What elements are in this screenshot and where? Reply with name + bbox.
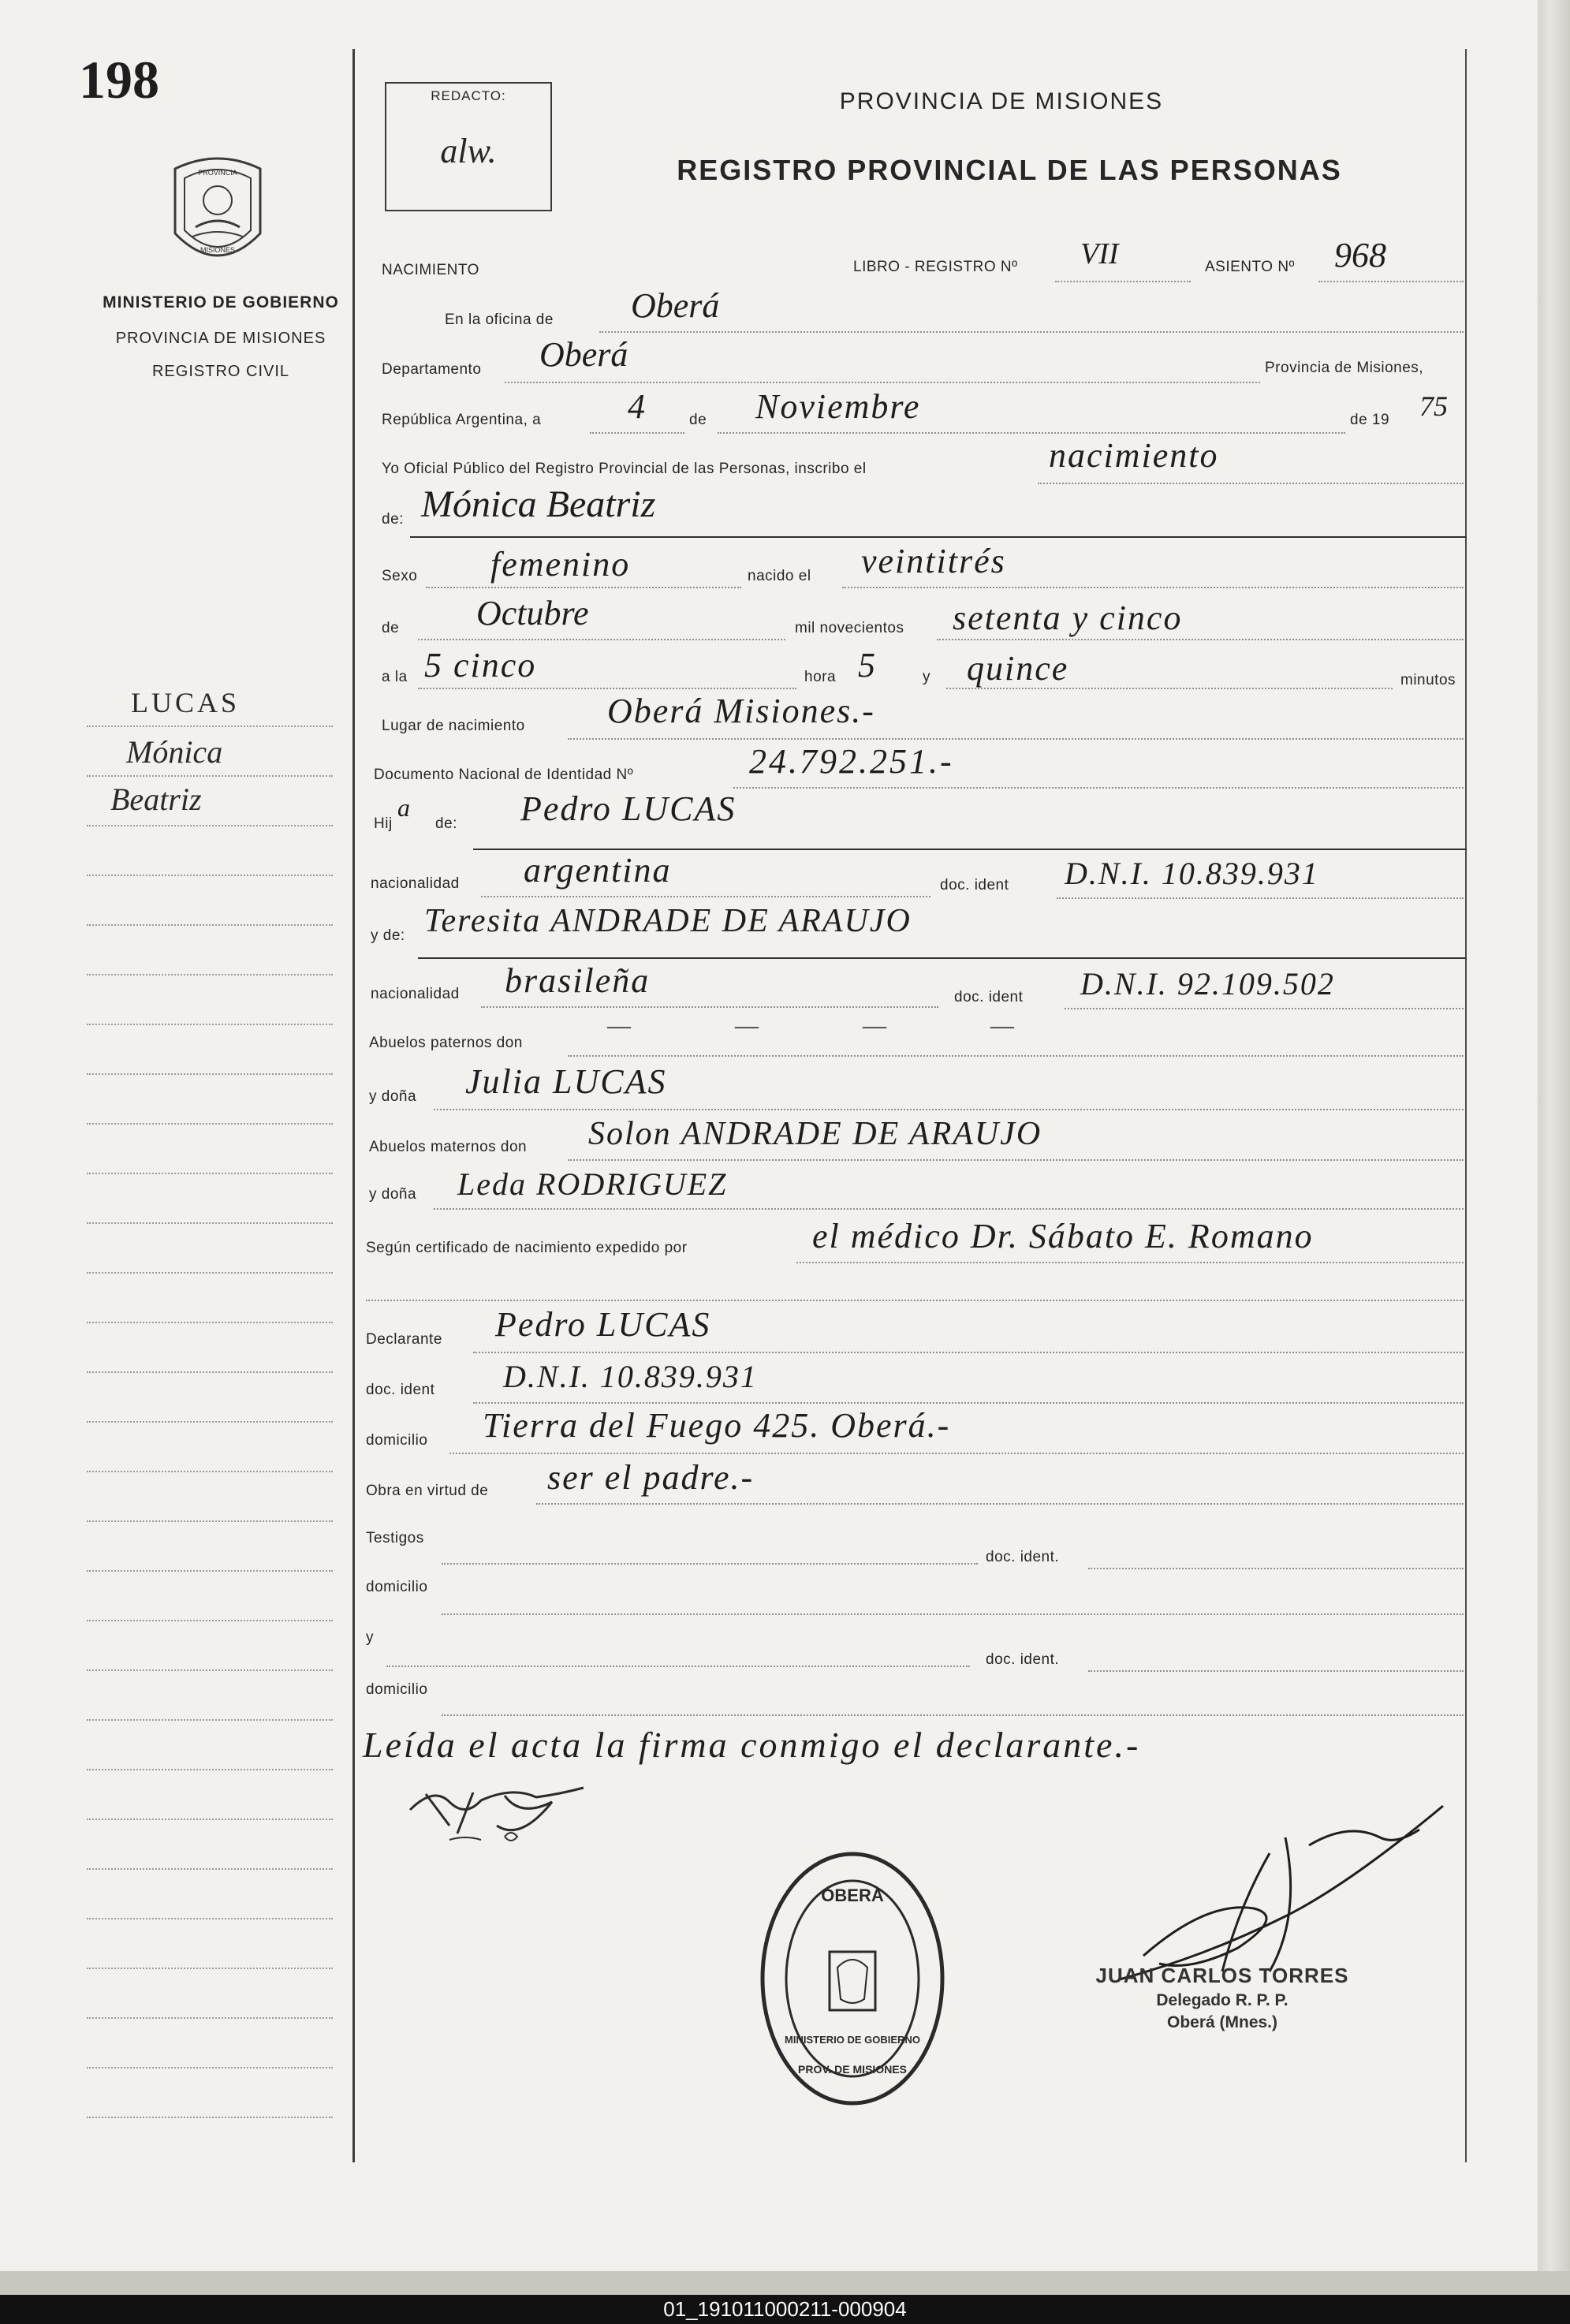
crest-icon	[164, 151, 271, 274]
record-type-label: NACIMIENTO	[382, 262, 479, 278]
sexo-value: femenino	[490, 545, 631, 584]
domicilio2-label: domicilio	[366, 1579, 428, 1595]
testigos-line	[442, 1563, 978, 1565]
madre-doc-label: doc. ident	[954, 989, 1024, 1005]
margin-firstname: Mónica	[126, 734, 223, 770]
libro-label: LIBRO - REGISTRO Nº	[853, 259, 1018, 275]
de4-label: de:	[435, 815, 457, 832]
stamp-bottom-text: PROV. DE MISIONES	[798, 2063, 907, 2076]
left-ruled-line	[87, 1968, 333, 1969]
left-ruled-line	[87, 875, 333, 876]
inscribo-value: nacimiento	[1049, 436, 1219, 475]
mes-value: Noviembre	[755, 387, 921, 426]
mes-nac-value: Octubre	[476, 594, 589, 632]
departamento-label: Departamento	[382, 361, 482, 378]
left-ruled-line	[87, 1570, 333, 1572]
left-ruled-line	[87, 1669, 333, 1671]
madre-line	[418, 957, 1467, 959]
left-ruled-line	[87, 1620, 333, 1621]
mes-nac-line	[418, 639, 785, 640]
stamp-top-text: OBERA	[821, 1886, 884, 1905]
crest-text-top: PROVINCIA	[198, 169, 237, 177]
lugar-line	[568, 738, 1464, 740]
inscribo-line	[1038, 483, 1464, 484]
officer-name: JUAN CARLOS TORRES	[1095, 1964, 1349, 1987]
domicilio-value: Tierra del Fuego 425. Oberá.-	[483, 1406, 951, 1445]
crest-text-bottom: MISIONES	[200, 246, 236, 254]
madre-doc-line	[1065, 1008, 1464, 1009]
domicilio-line	[449, 1453, 1464, 1454]
certificado-line-2	[366, 1300, 1464, 1301]
left-ruled-line	[87, 726, 333, 727]
left-ruled-line	[87, 1471, 333, 1472]
left-ruled-line	[87, 924, 333, 926]
provincia-label: Provincia de Misiones,	[1265, 360, 1424, 376]
hora-label: hora	[804, 669, 837, 685]
de-label: de	[689, 412, 707, 428]
stamp-inner-text: MINISTERIO DE GOBIERNO	[785, 2034, 920, 2046]
sexo-label: Sexo	[382, 568, 418, 584]
lugar-value: Oberá Misiones.-	[607, 692, 875, 730]
padre-doc-value: D.N.I. 10.839.931	[1065, 856, 1319, 891]
de3-label: de	[382, 620, 400, 636]
officer-place: Oberá (Mnes.)	[1166, 2013, 1278, 2031]
domicilio3-label: domicilio	[366, 1681, 428, 1698]
left-ruled-line	[87, 2017, 333, 2019]
anio-nac-value: setenta y cinco	[953, 599, 1183, 637]
left-ruled-line	[87, 1322, 333, 1323]
officer-signature	[1049, 1790, 1459, 1987]
abuela-mat-value: Leda RODRIGUEZ	[457, 1166, 728, 1202]
nacido-value: veintitrés	[861, 542, 1006, 580]
left-ruled-line	[87, 1918, 333, 1919]
departamento-value: Oberá	[539, 335, 628, 374]
decl-doc-label: doc. ident	[366, 1382, 435, 1398]
padre-nac-value: argentina	[524, 851, 672, 890]
abuela-pat-value: Julia LUCAS	[465, 1062, 667, 1101]
hij-suffix: a	[397, 793, 410, 822]
min-line	[946, 688, 1393, 689]
padre-doc-line	[1057, 897, 1464, 899]
test-doc-label: doc. ident.	[986, 1549, 1060, 1565]
test-doc-line	[1088, 1568, 1464, 1569]
mes-line	[718, 432, 1345, 434]
left-ruled-line	[87, 1073, 333, 1075]
nacido-line	[842, 587, 1464, 588]
y2-label: y	[366, 1629, 374, 1646]
left-ruled-line	[87, 1123, 333, 1125]
left-ruled-line	[87, 1173, 333, 1174]
padre-value: Pedro LUCAS	[520, 789, 737, 828]
registry-label: REGISTRO CIVIL	[151, 363, 290, 380]
madre-nac-value: brasileña	[505, 961, 651, 1000]
left-ruled-line	[87, 1371, 333, 1373]
nombre-value: Mónica Beatriz	[421, 483, 656, 525]
domicilio3-line	[442, 1714, 1464, 1716]
abuelos-pat-line	[568, 1055, 1464, 1057]
de2-label: de:	[382, 511, 404, 528]
declarant-signature	[402, 1778, 599, 1849]
mil-label: mil novecientos	[795, 620, 904, 636]
decl-doc-value: D.N.I. 10.839.931	[503, 1359, 758, 1394]
folio-number: 198	[79, 50, 159, 110]
official-stamp	[759, 1849, 946, 2108]
closing-statement: Leída el acta la firma conmigo el declarante.-	[363, 1725, 1141, 1765]
redacto-box	[385, 82, 552, 211]
officer-block	[1080, 1964, 1364, 2032]
header-title: REGISTRO PROVINCIAL DE LAS PERSONAS	[677, 154, 1342, 186]
province-label: PROVINCIA DE MISIONES	[115, 330, 326, 347]
declarante-label: Declarante	[366, 1331, 442, 1348]
min-value: 5	[858, 646, 875, 685]
libro-line	[1055, 281, 1191, 282]
left-ruled-line	[87, 775, 333, 777]
left-ruled-line	[87, 1421, 333, 1423]
asiento-value: 968	[1334, 236, 1386, 274]
min-text-value: quince	[967, 649, 1069, 688]
testigos-label: Testigos	[366, 1530, 424, 1546]
abuelo-mat-value: Solon ANDRADE DE ARAUJO	[588, 1116, 1042, 1152]
left-ruled-line	[87, 1868, 333, 1870]
left-ruled-line	[87, 1024, 333, 1025]
abuela-mat-line	[434, 1208, 1464, 1210]
left-ruled-line	[87, 1819, 333, 1820]
page-edge	[1538, 0, 1570, 2271]
obra-line	[536, 1503, 1464, 1505]
nacido-label: nacido el	[748, 568, 811, 584]
certificado-label: Según certificado de nacimiento expedido por	[366, 1240, 688, 1256]
declarante-value: Pedro LUCAS	[495, 1305, 711, 1344]
madre-nac-label: nacionalidad	[371, 986, 460, 1002]
obra-label: Obra en virtud de	[366, 1483, 489, 1499]
certificado-value: el médico Dr. Sábato E. Romano	[812, 1217, 1314, 1255]
abuelo-mat-line	[568, 1159, 1464, 1161]
abuela-pat-line	[434, 1109, 1464, 1110]
hora-value: 5 cinco	[424, 646, 537, 685]
decl-doc-line	[473, 1402, 1464, 1404]
abuelos-mat-label: Abuelos maternos don	[369, 1139, 528, 1155]
oficina-value: Oberá	[631, 286, 720, 325]
left-ruled-line	[87, 1272, 333, 1274]
redacto-label: REDACTO:	[431, 88, 506, 103]
abuelos-pat-label: Abuelos paternos don	[369, 1035, 523, 1051]
minutos-label: minutos	[1400, 672, 1456, 688]
image-id-footer: 01_191011000211-000904	[0, 2295, 1570, 2324]
y-label: y	[923, 669, 930, 685]
header-province: PROVINCIA DE MISIONES	[839, 88, 1164, 114]
asiento-line	[1318, 281, 1464, 282]
anio-label: de 19	[1350, 412, 1390, 428]
dia-value: 4	[628, 387, 645, 426]
lugar-label: Lugar de nacimiento	[382, 718, 525, 734]
left-ruled-line	[87, 1222, 333, 1224]
domicilio-label: domicilio	[366, 1432, 428, 1449]
padre-nac-label: nacionalidad	[371, 875, 460, 892]
redacto-initials: alw.	[440, 132, 497, 170]
test-doc2-line	[1088, 1670, 1464, 1672]
oficina-label: En la oficina de	[445, 311, 554, 328]
anio-nac-line	[937, 639, 1464, 640]
nombre-line	[410, 536, 1467, 538]
vertical-rule-right	[1465, 49, 1467, 2162]
left-ruled-line	[87, 1520, 333, 1522]
departamento-line	[505, 382, 1260, 383]
officer-role: Delegado R. P. P.	[1156, 1991, 1288, 2009]
libro-value: VII	[1080, 237, 1119, 270]
hora-line	[418, 688, 796, 689]
anio-value: 75	[1419, 390, 1448, 422]
test-doc2-label: doc. ident.	[986, 1651, 1060, 1668]
bottom-strip	[0, 2271, 1570, 2295]
padre-nac-line	[481, 896, 930, 897]
madre-doc-value: D.N.I. 92.109.502	[1080, 966, 1335, 1002]
padre-doc-label: doc. ident	[940, 877, 1009, 893]
left-ruled-line	[87, 2117, 333, 2118]
certificado-line	[796, 1262, 1464, 1263]
ministry-label: MINISTERIO DE GOBIERNO	[103, 293, 339, 311]
dni-line	[733, 787, 1464, 789]
oficial-label: Yo Oficial Público del Registro Provincial de las Personas, inscribo el	[382, 461, 867, 477]
hij-label: Hij	[374, 815, 393, 832]
sexo-line	[426, 587, 741, 588]
left-ruled-line	[87, 825, 333, 826]
madre-nac-line	[481, 1006, 938, 1008]
left-ruled-line	[87, 2067, 333, 2068]
abuelos-pat-value: — — — —	[607, 1013, 1020, 1039]
obra-value: ser el padre.-	[547, 1458, 755, 1497]
dni-label: Documento Nacional de Identidad Nº	[374, 767, 634, 783]
asiento-label: ASIENTO Nº	[1205, 259, 1295, 275]
madre-value: Teresita ANDRADE DE ARAUJO	[424, 903, 912, 939]
abuela-mat-label: y doña	[369, 1186, 417, 1203]
dni-value: 24.792.251.-	[749, 742, 954, 781]
domicilio2-line	[442, 1613, 1464, 1615]
yde-label: y de:	[371, 927, 405, 944]
abuela-pat-label: y doña	[369, 1088, 417, 1105]
margin-secondname: Beatriz	[110, 782, 202, 817]
y2-line	[386, 1666, 970, 1667]
ala-label: a la	[382, 669, 408, 685]
republica-label: República Argentina, a	[382, 412, 542, 428]
oficina-line	[599, 331, 1464, 333]
left-ruled-line	[87, 974, 333, 975]
declarante-line	[473, 1352, 1464, 1353]
left-ruled-line	[87, 1719, 333, 1721]
left-ruled-line	[87, 1769, 333, 1770]
dia-line	[590, 432, 684, 434]
margin-surname: LUCAS	[131, 687, 241, 718]
vertical-rule-left	[352, 49, 355, 2162]
